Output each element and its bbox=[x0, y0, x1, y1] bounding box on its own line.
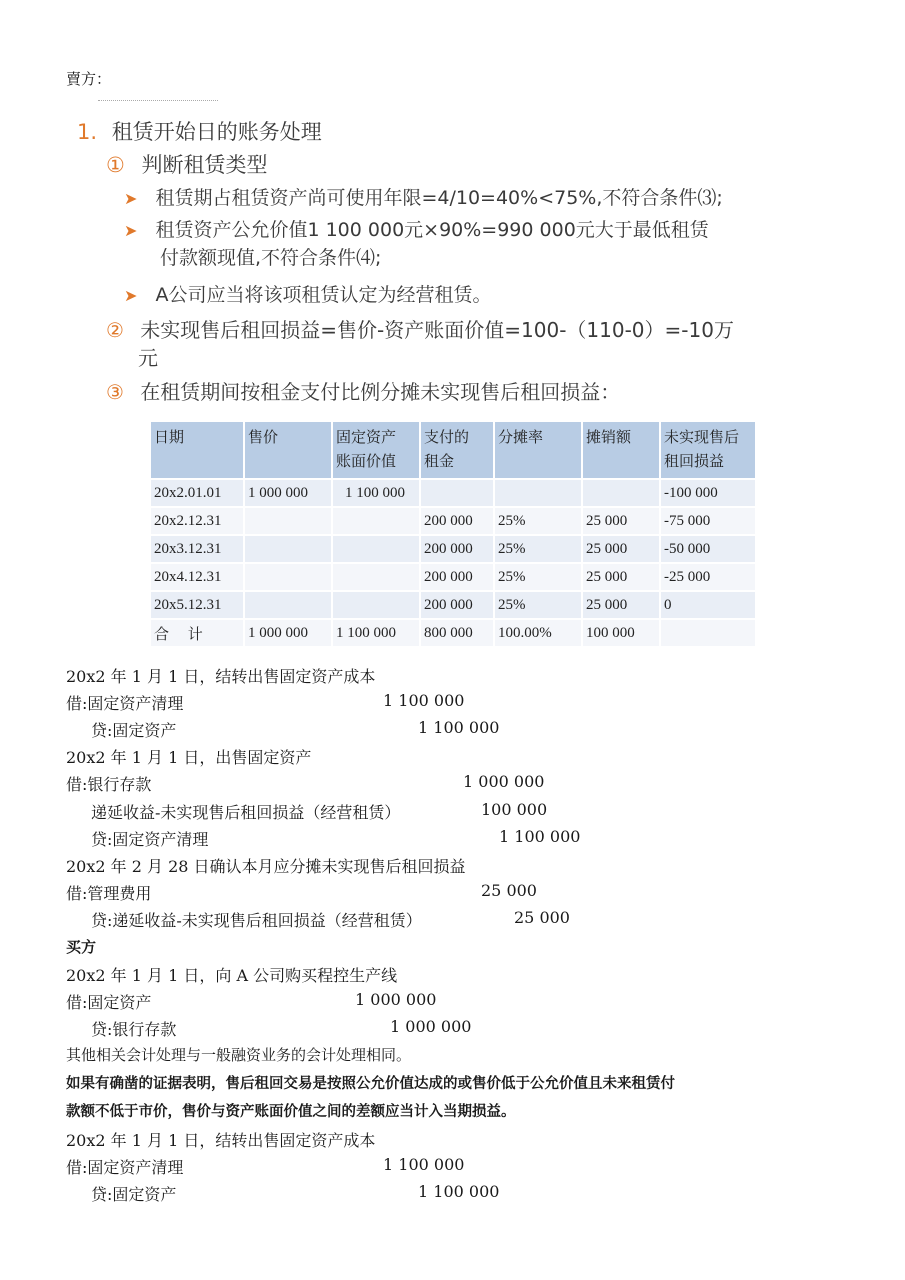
table-cell: 1 100 000 bbox=[333, 480, 419, 506]
debit-amount: 25 000 bbox=[481, 881, 537, 900]
section-label: 賣方： bbox=[66, 70, 112, 88]
table-cell: 200 000 bbox=[421, 564, 493, 590]
header-price: 售价 bbox=[245, 422, 331, 478]
table-cell: 1 000 000 bbox=[245, 480, 331, 506]
table-cell: 25% bbox=[495, 508, 581, 534]
sub-number: ① bbox=[106, 153, 125, 177]
table-cell: 200 000 bbox=[421, 592, 493, 618]
slide-item-1 bbox=[77, 116, 322, 146]
sub-text: 未实现售后租回损益=售价-资产账面价值=100-（110-0）=-10万 bbox=[140, 318, 734, 342]
table-row bbox=[151, 508, 755, 534]
header-amortization: 摊销额 bbox=[583, 422, 659, 478]
table-cell: 25 000 bbox=[583, 564, 659, 590]
bullet-2 bbox=[124, 215, 709, 242]
table-cell bbox=[333, 536, 419, 562]
entry-heading: 20x2 年 1 月 1 日，结转出售固定资产成本 bbox=[66, 1131, 376, 1150]
header-date: 日期 bbox=[151, 422, 243, 478]
table-cell: 100.00% bbox=[495, 620, 581, 646]
credit-amount: 1 100 000 bbox=[418, 1182, 500, 1201]
debit-amount: 100 000 bbox=[481, 800, 548, 819]
buyer-heading: 买方 bbox=[66, 938, 97, 956]
emphasis-line-2: 款额不低于市价，售价与资产账面价值之间的差额应当计入当期损益。 bbox=[66, 1104, 516, 1120]
debit-line: 借:管理费用 bbox=[66, 884, 152, 903]
table-cell bbox=[245, 508, 331, 534]
slide-sub-2 bbox=[106, 314, 734, 343]
table-cell: -50 000 bbox=[661, 536, 755, 562]
table-cell bbox=[245, 536, 331, 562]
debit-line: 借:固定资产 bbox=[66, 993, 152, 1012]
table-cell: 1 100 000 bbox=[333, 620, 419, 646]
debit-line: 借:固定资产清理 bbox=[66, 694, 184, 713]
table-cell: 100 000 bbox=[583, 620, 659, 646]
table-cell: 1 000 000 bbox=[245, 620, 331, 646]
item-number: 1. bbox=[77, 120, 98, 144]
debit-amount: 1 000 000 bbox=[463, 772, 545, 791]
debit-line: 借:固定资产清理 bbox=[66, 1158, 184, 1177]
table-cell: 25 000 bbox=[583, 508, 659, 534]
table-cell: 20x3.12.31 bbox=[151, 536, 243, 562]
bullet-text: 租赁期占租赁资产尚可使用年限=4/10=40%<75%,不符合条件⑶; bbox=[155, 187, 723, 209]
entry-heading: 20x2 年 2 月 28 日确认本月应分摊未实现售后租回损益 bbox=[66, 857, 466, 876]
table-cell: 20x2.12.31 bbox=[151, 508, 243, 534]
table-total-row bbox=[151, 620, 755, 646]
debit-amount: 1 000 000 bbox=[355, 990, 437, 1009]
bullet-text: A公司应当将该项租赁认定为经营租赁。 bbox=[155, 284, 492, 306]
arrow-bullet-icon: ➤ bbox=[124, 189, 138, 208]
table-header-row bbox=[151, 422, 755, 478]
table-cell bbox=[421, 480, 493, 506]
table-cell: 25 000 bbox=[583, 536, 659, 562]
table-cell: 200 000 bbox=[421, 508, 493, 534]
table-row bbox=[151, 536, 755, 562]
table-cell: 200 000 bbox=[421, 536, 493, 562]
header-rent-paid: 支付的 租金 bbox=[421, 422, 493, 478]
arrow-bullet-icon: ➤ bbox=[124, 221, 138, 240]
bullet-3 bbox=[124, 280, 491, 307]
slide-sub-3 bbox=[106, 376, 620, 405]
sub-number: ② bbox=[106, 318, 124, 342]
note-line: 其他相关会计处理与一般融资业务的会计处理相同。 bbox=[66, 1046, 412, 1064]
table-cell bbox=[245, 564, 331, 590]
header-book-value: 固定资产 账面价值 bbox=[333, 422, 419, 478]
table-row bbox=[151, 564, 755, 590]
table-cell: 20x2.01.01 bbox=[151, 480, 243, 506]
bullet-text: 租赁资产公允价值1 100 000元×90%=990 000元大于最低租赁 bbox=[155, 219, 709, 241]
debit-amount: 1 100 000 bbox=[383, 1155, 465, 1174]
table-cell: -100 000 bbox=[661, 480, 755, 506]
table-cell bbox=[333, 564, 419, 590]
debit-amount: 1 100 000 bbox=[383, 691, 465, 710]
table-cell: 25% bbox=[495, 592, 581, 618]
table-cell: 25% bbox=[495, 564, 581, 590]
debit-line: 递延收益-未实现售后租回损益（经营租赁） bbox=[91, 803, 401, 822]
sub-text: 在租赁期间按租金支付比例分摊未实现售后租回损益： bbox=[140, 380, 621, 404]
table-cell bbox=[583, 480, 659, 506]
entry-heading: 20x2 年 1 月 1 日，出售固定资产 bbox=[66, 748, 312, 767]
sub-2-continued: 元 bbox=[138, 346, 158, 370]
table-cell: -25 000 bbox=[661, 564, 755, 590]
table-cell bbox=[661, 620, 755, 646]
item-text: 租赁开始日的账务处理 bbox=[111, 120, 322, 144]
sub-text: 判断租赁类型 bbox=[141, 153, 268, 177]
table-cell: 合 计 bbox=[151, 620, 243, 646]
table-cell: 20x4.12.31 bbox=[151, 564, 243, 590]
table-row bbox=[151, 592, 755, 618]
table-cell bbox=[333, 508, 419, 534]
table-cell: 800 000 bbox=[421, 620, 493, 646]
credit-line: 贷:固定资产 bbox=[91, 721, 177, 740]
emphasis-line-1: 如果有确凿的证据表明，售后租回交易是按照公允价值达成的或售价低于公允价值且未来租赁付 bbox=[66, 1076, 675, 1092]
table-cell: 25 000 bbox=[583, 592, 659, 618]
entry-heading: 20x2 年 1 月 1 日，向 A 公司购买程控生产线 bbox=[66, 966, 398, 985]
credit-amount: 1 100 000 bbox=[418, 718, 500, 737]
credit-line: 贷:银行存款 bbox=[91, 1020, 177, 1039]
credit-line: 贷:固定资产清理 bbox=[91, 830, 209, 849]
table-cell: 25% bbox=[495, 536, 581, 562]
amortization-table bbox=[149, 420, 757, 648]
debit-line: 借:银行存款 bbox=[66, 775, 152, 794]
bullet-1 bbox=[124, 183, 723, 210]
credit-amount: 1 000 000 bbox=[390, 1017, 472, 1036]
table-cell bbox=[495, 480, 581, 506]
arrow-bullet-icon: ➤ bbox=[124, 286, 138, 305]
sub-number: ③ bbox=[106, 380, 124, 404]
header-rate: 分摊率 bbox=[495, 422, 581, 478]
entry-heading: 20x2 年 1 月 1 日，结转出售固定资产成本 bbox=[66, 667, 376, 686]
credit-line: 贷:固定资产 bbox=[91, 1185, 177, 1204]
table-cell bbox=[333, 592, 419, 618]
credit-amount: 1 100 000 bbox=[499, 827, 581, 846]
slide-sub-1 bbox=[106, 149, 268, 179]
table-cell: 0 bbox=[661, 592, 755, 618]
table-row bbox=[151, 480, 755, 506]
header-unrealized: 未实现售后 租回损益 bbox=[661, 422, 755, 478]
divider bbox=[98, 100, 218, 103]
credit-amount: 25 000 bbox=[514, 908, 570, 927]
table-cell bbox=[245, 592, 331, 618]
bullet-2-continued: 付款额现值,不符合条件⑷; bbox=[160, 247, 382, 269]
table-cell: -75 000 bbox=[661, 508, 755, 534]
credit-line: 贷:递延收益-未实现售后租回损益（经营租赁） bbox=[91, 911, 422, 930]
table-cell: 20x5.12.31 bbox=[151, 592, 243, 618]
